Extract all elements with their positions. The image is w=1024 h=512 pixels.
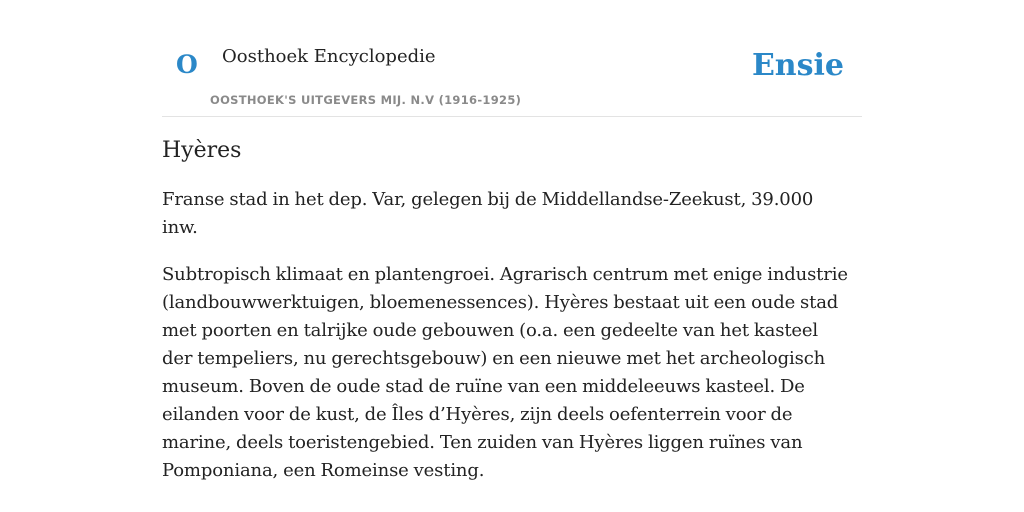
article-title: Hyères <box>162 138 242 163</box>
publisher-line: OOSTHOEK'S UITGEVERS MIJ. N.V (1916-1925) <box>210 93 522 107</box>
publication-logo[interactable]: O <box>176 50 198 79</box>
publication-header <box>162 0 862 117</box>
publication-name-link[interactable]: Oosthoek Encyclopedie <box>222 46 436 67</box>
article <box>162 138 852 504</box>
article-paragraph: Franse stad in het dep. Var, gelegen bij de Middellandse-Zeekust, 39.000 inw. <box>162 189 814 239</box>
article-paragraph: Subtropisch klimaat en plantengroei. Agrarisch centrum met enige industrie (landbouwwerktuigen, bloemenessences). Hyères bestaat uit een oude stad met poorten en talrijke oude gebouwen (o.a. een gedeelte van het kasteel der tempeliers, nu gerechtsgebouw) en een nieuwe met het archeologisch museum. Boven de oude stad de ruïne van een middeleeuws kasteel. De eilanden voor de kust, de Îles d’Hyères, zijn deels oefenterrein voor de marine, deels toeristengebied. Ten zuiden van Hyères liggen ruïnes van Pomponiana, een Romeinse vesting. <box>162 264 848 482</box>
ensie-brand-logo[interactable]: Ensie <box>751 48 844 83</box>
